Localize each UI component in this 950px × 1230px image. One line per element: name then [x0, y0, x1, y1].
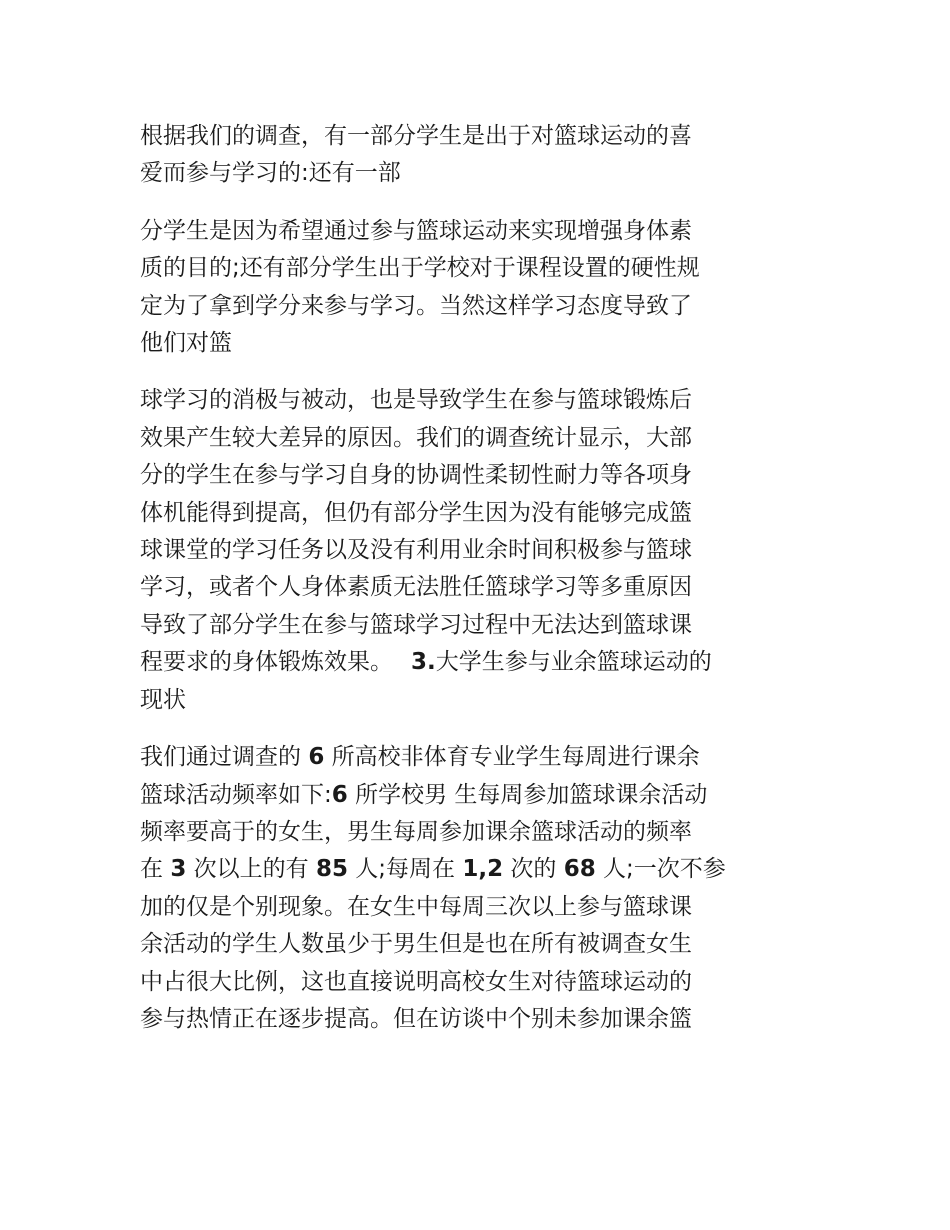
text-line: 体机能得到提高，但仍有部分学生因为没有能够完成篮: [140, 499, 692, 526]
text-line: 频率要高于的女生，男生每周参加课余篮球活动的频率: [140, 818, 692, 845]
text-segment: 在: [140, 856, 163, 883]
text-line: 导致了部分学生在参与篮球学习过程中无法达到篮球课: [140, 611, 692, 638]
text-line: 分的学生在参与学习自身的协调性柔韧性耐力等各项身: [140, 462, 692, 489]
text-line: 定为了拿到学分来参与学习。当然这样学习态度导致了: [140, 292, 692, 319]
text-segment: 所高校非体育专业学生每周进行课余: [331, 744, 700, 771]
number: 3: [170, 856, 187, 883]
text-segment: 次以上的有: [193, 856, 309, 883]
text-segment: 我们通过调查的: [140, 744, 301, 771]
section-heading-continued: 现状: [140, 686, 186, 713]
number: 6: [331, 781, 348, 808]
text-line: 质的目的;还有部分学生出于学校对于课程设置的硬性规: [140, 255, 700, 282]
text-line: 学习，或者个人身体素质无法胜任篮球学习等多重原因: [140, 574, 692, 601]
text-line: 爱而参与学习的:还有一部: [140, 160, 401, 187]
text-line: [140, 777, 820, 814]
text-line: 参与热情正在逐步提高。但在访谈中个别未参加课余篮: [140, 1005, 692, 1032]
text-line: [140, 644, 820, 681]
number: 6: [308, 744, 325, 771]
text-line: 分学生是因为希望通过参与篮球运动来实现增强身体素: [140, 217, 692, 244]
text-line: 球课堂的学习任务以及没有利用业余时间积极参与篮球: [140, 537, 692, 564]
text-line: 余活动的学生人数虽少于男生但是也在所有被调查女生: [140, 931, 692, 958]
paragraph-2: [140, 213, 820, 363]
text-line: 根据我们的调查，有一部分学生是出于对篮球运动的喜: [140, 123, 692, 149]
text-line: 球学习的消极与被动，也是导致学生在参与篮球锻炼后: [140, 387, 692, 414]
section-number: 3.: [411, 649, 436, 676]
text-segment: 篮球活动频率如下:: [140, 781, 332, 808]
text-line: [140, 851, 820, 888]
text-line: 中占很大比例，这也直接说明高校女生对待篮球运动的: [140, 968, 692, 995]
document-body: [140, 118, 820, 1058]
text-line: 他们对篮: [140, 330, 232, 357]
text-line: [140, 739, 820, 776]
paragraph-4: [140, 739, 820, 1038]
number: 85: [315, 856, 348, 883]
text-line: 效果产生较大差异的原因。我们的调查统计显示，大部: [140, 424, 692, 451]
paragraph-3: [140, 382, 820, 719]
text-segment: 程要求的身体锻炼效果。: [140, 649, 393, 676]
text-segment: 所学校男 生每周参加篮球课余活动: [355, 781, 708, 808]
paragraph-1: [140, 118, 820, 193]
text-segment: 次的: [510, 856, 557, 883]
number: 1,2: [462, 856, 504, 883]
section-heading: 大学生参与业余篮球运动的: [435, 649, 712, 676]
text-segment: 人;每周在: [355, 856, 456, 883]
number: 68: [563, 856, 596, 883]
text-line: 加的仅是个别现象。在女生中每周三次以上参与篮球课: [140, 893, 692, 920]
text-segment: 人;一次不参: [603, 856, 726, 883]
